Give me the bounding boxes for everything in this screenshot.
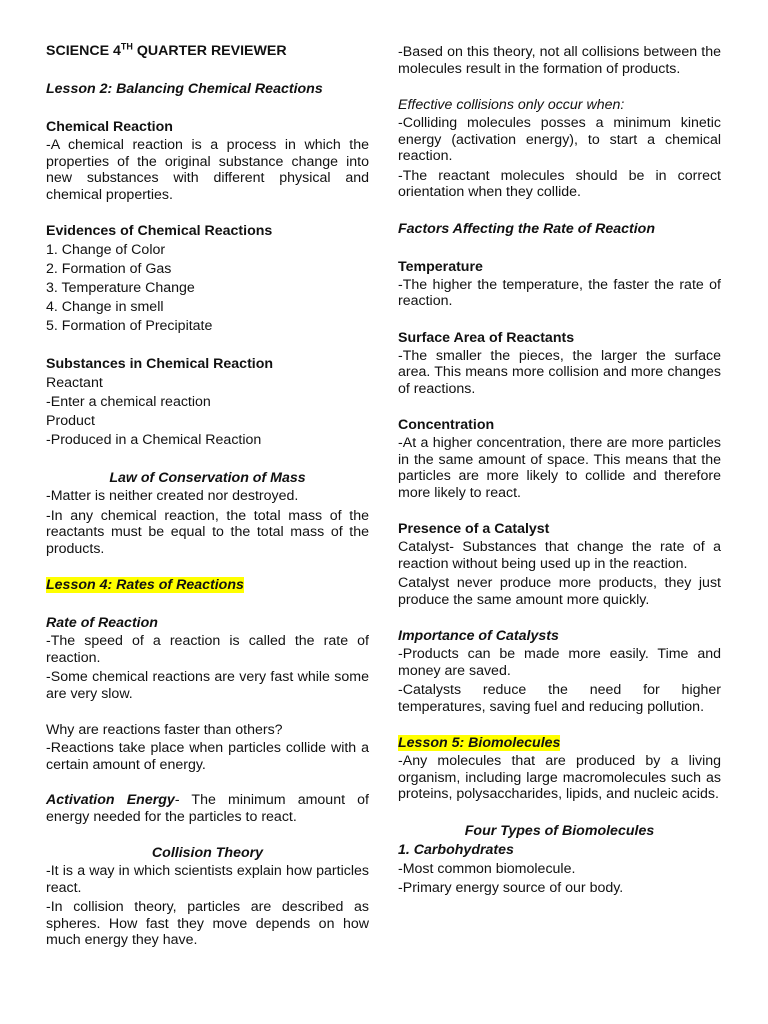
factors-heading: Factors Affecting the Rate of Reaction bbox=[398, 220, 655, 237]
activation-energy-definition: Activation Energy- The minimum amount of energy needed for the particles to react. bbox=[46, 792, 369, 825]
lesson-4-heading: Lesson 4: Rates of Reactions bbox=[46, 577, 244, 593]
surface-area-text: -The smaller the pieces, the larger the surface area. This means more collision and more changes of reactions. bbox=[398, 347, 721, 397]
catalyst-text-2: Catalyst never produce more products, they just produce the same amount more quickly. bbox=[398, 575, 721, 608]
catalyst-text-1: Catalyst- Substances that change the rate of a reaction without being used up in the reaction. bbox=[398, 539, 721, 572]
rate-text-1: -The speed of a reaction is called the rate of reaction. bbox=[46, 633, 369, 666]
why-question: Why are reactions faster than others? bbox=[46, 722, 283, 738]
effective-text-2: -The reactant molecules should be in correct orientation when they collide. bbox=[398, 167, 721, 200]
collision-theory-heading: Collision Theory bbox=[151, 845, 264, 861]
biomolecules-text: -Any molecules that are produced by a living organism, including large macromolecules such as proteins, polysaccharides, lipids, and nucleic acids. bbox=[398, 753, 721, 802]
importance-text-1: -Products can be made more easily. Time and money are saved. bbox=[398, 646, 721, 679]
temperature-text: -The higher the temperature, the faster the rate of reaction. bbox=[398, 276, 721, 309]
carbohydrates-heading: 1. Carbohydrates bbox=[398, 841, 514, 858]
rate-of-reaction-heading: Rate of Reaction bbox=[46, 615, 158, 631]
left-column bbox=[46, 42, 369, 949]
lesson-5-heading: Lesson 5: Biomolecules bbox=[398, 735, 561, 751]
document-title: SCIENCE 4TH QUARTER REVIEWER bbox=[46, 41, 287, 59]
evidence-item: 3. Temperature Change bbox=[46, 280, 195, 296]
evidence-item: 4. Change in smell bbox=[46, 299, 164, 315]
substance-line: -Enter a chemical reaction bbox=[46, 394, 211, 410]
right-column bbox=[398, 42, 721, 898]
surface-area-heading: Surface Area of Reactants bbox=[398, 329, 575, 346]
law-text-1: -Matter is neither created nor destroyed. bbox=[46, 488, 299, 504]
law-text-2: -In any chemical reaction, the total mass of the reactants must be equal to the total mass of the products. bbox=[46, 507, 369, 557]
collision-text-1: -It is a way in which scientists explain how particles react. bbox=[46, 863, 369, 896]
concentration-heading: Concentration bbox=[398, 417, 495, 433]
rate-text-2: -Some chemical reactions are very fast while some are very slow. bbox=[46, 669, 369, 702]
substance-line: Product bbox=[46, 413, 95, 429]
chemical-reaction-text: -A chemical reaction is a process in which the properties of the original substance change into new substances with different physical and chemical properties. bbox=[46, 137, 369, 203]
temperature-heading: Temperature bbox=[398, 258, 483, 275]
chemical-reaction-heading: Chemical Reaction bbox=[46, 119, 173, 135]
carbohydrates-text-1: -Most common biomolecule. bbox=[398, 860, 576, 877]
effective-text-1: -Colliding molecules posses a minimum kinetic energy (activation energy), to start a chemical reaction. bbox=[398, 115, 721, 164]
carbohydrates-text-2: -Primary energy source of our body. bbox=[398, 879, 624, 896]
catalyst-heading: Presence of a Catalyst bbox=[398, 521, 550, 537]
effective-collisions-heading: Effective collisions only occur when: bbox=[398, 97, 625, 113]
importance-catalysts-heading: Importance of Catalysts bbox=[398, 628, 559, 644]
substances-heading: Substances in Chemical Reaction bbox=[46, 356, 274, 372]
substance-line: Reactant bbox=[46, 375, 103, 391]
collision-text-2: -In collision theory, particles are described as spheres. How fast they move depends on how much energy they have. bbox=[46, 899, 369, 948]
four-types-heading: Four Types of Biomolecules bbox=[464, 822, 655, 839]
theory-text: -Based on this theory, not all collisions between the molecules result in the formation of products. bbox=[398, 44, 721, 77]
evidences-heading: Evidences of Chemical Reactions bbox=[46, 223, 273, 239]
why-answer: -Reactions take place when particles collide with a certain amount of energy. bbox=[46, 740, 369, 773]
law-conservation-heading: Law of Conservation of Mass bbox=[109, 470, 306, 486]
concentration-text: -At a higher concentration, there are more particles in the same amount of space. This means that the particles are more likely to collide and therefore more likely to react. bbox=[398, 435, 721, 501]
evidence-item: 5. Formation of Precipitate bbox=[46, 318, 213, 334]
importance-text-2: -Catalysts reduce the need for higher temperatures, saving fuel and reducing pollution. bbox=[398, 682, 721, 715]
evidence-item: 1. Change of Color bbox=[46, 242, 166, 258]
evidence-item: 2. Formation of Gas bbox=[46, 261, 172, 277]
lesson-2-heading: Lesson 2: Balancing Chemical Reactions bbox=[46, 81, 323, 97]
substance-line: -Produced in a Chemical Reaction bbox=[46, 432, 262, 448]
